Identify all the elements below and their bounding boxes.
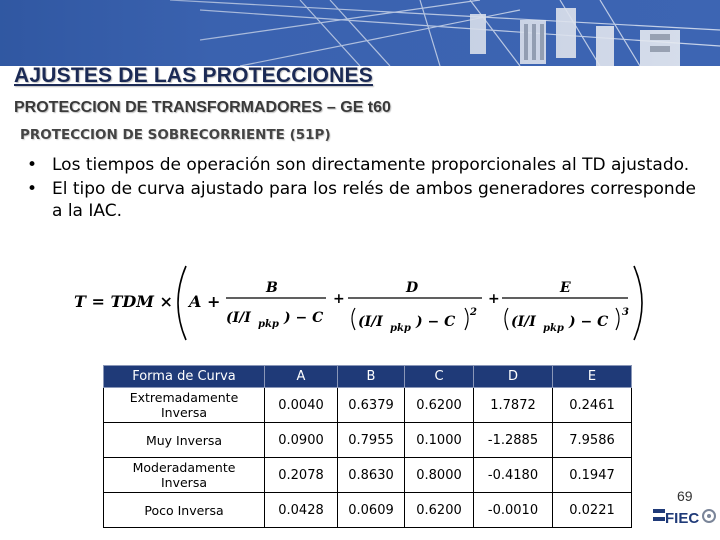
formula-coef-e: E xyxy=(560,280,571,296)
formula-den-3: (I/I xyxy=(511,314,536,330)
formula-c-2: ) − C xyxy=(416,314,456,330)
formula-den-2: (I/I xyxy=(358,314,383,330)
formula-exp-3: 3 xyxy=(622,307,629,318)
col-header-e: E xyxy=(553,366,632,388)
cell-a: 0.0900 xyxy=(265,423,338,458)
cell-d: -0.4180 xyxy=(474,458,553,493)
formula-plus-2: + xyxy=(488,291,500,307)
cell-curve: Moderadamente Inversa xyxy=(104,458,265,493)
table-row xyxy=(104,388,632,423)
cell-e: 0.0221 xyxy=(553,493,632,528)
formula-exp-2: 2 xyxy=(470,307,477,318)
bullet-dot-icon: • xyxy=(27,155,38,175)
cell-a: 0.0040 xyxy=(265,388,338,423)
cell-b: 0.0609 xyxy=(338,493,405,528)
table-row xyxy=(104,493,632,528)
formula-coef-b: B xyxy=(266,280,278,296)
formula-pkp-2: pkp xyxy=(390,323,411,334)
logo-text: FIEC xyxy=(665,510,700,527)
cell-a: 0.0428 xyxy=(265,493,338,528)
cell-c: 0.6200 xyxy=(405,388,474,423)
cell-c: 0.1000 xyxy=(405,423,474,458)
slide-title: AJUSTES DE LAS PROTECCIONES xyxy=(14,64,373,87)
cell-d: -0.0010 xyxy=(474,493,553,528)
table-header-row xyxy=(104,366,632,388)
cell-b: 0.7955 xyxy=(338,423,405,458)
fiec-logo xyxy=(653,503,717,529)
formula-pkp-3: pkp xyxy=(543,323,564,334)
col-header-d: D xyxy=(474,366,553,388)
cell-c: 0.8000 xyxy=(405,458,474,493)
bullet-text: Los tiempos de operación son directamente proporcionales al TD ajustado. xyxy=(52,155,690,175)
formula-term-a: A + xyxy=(189,292,221,311)
header-banner xyxy=(0,0,720,66)
cell-b: 0.6379 xyxy=(338,388,405,423)
bullet-dot-icon: • xyxy=(27,179,38,199)
page-number: 69 xyxy=(677,488,693,504)
curve-coefficients-table xyxy=(103,365,632,528)
section-heading: PROTECCION DE SOBRECORRIENTE (51P) xyxy=(20,127,331,143)
iac-curve-formula xyxy=(70,258,650,348)
formula-coef-d: D xyxy=(406,280,419,296)
formula-c-3: ) − C xyxy=(569,314,609,330)
col-header-c: C xyxy=(405,366,474,388)
cell-e: 0.1947 xyxy=(553,458,632,493)
col-header-a: A xyxy=(265,366,338,388)
bullet-list xyxy=(24,154,704,224)
formula-plus-1: + xyxy=(333,291,345,307)
slide-subtitle: PROTECCION DE TRANSFORMADORES – GE t60 xyxy=(14,99,391,116)
formula-pkp-1: pkp xyxy=(258,319,279,330)
bullet-text: El tipo de curva ajustado para los relés de ambos generadores corresponde a la IAC. xyxy=(52,179,696,221)
formula-den-1: (I/I xyxy=(226,310,251,326)
cell-d: 1.7872 xyxy=(474,388,553,423)
bullet-item xyxy=(24,154,704,176)
col-header-b: B xyxy=(338,366,405,388)
cell-e: 7.9586 xyxy=(553,423,632,458)
formula-lhs: T = TDM × xyxy=(74,292,173,311)
cell-e: 0.2461 xyxy=(553,388,632,423)
cell-curve: Muy Inversa xyxy=(104,423,265,458)
cell-b: 0.8630 xyxy=(338,458,405,493)
table-row xyxy=(104,423,632,458)
formula-c-1: ) − C xyxy=(284,310,324,326)
col-header-curve: Forma de Curva xyxy=(104,366,265,388)
table-row xyxy=(104,458,632,493)
cell-d: -1.2885 xyxy=(474,423,553,458)
cell-curve: Extremadamente Inversa xyxy=(104,388,265,423)
cell-curve: Poco Inversa xyxy=(104,493,265,528)
cell-c: 0.6200 xyxy=(405,493,474,528)
substation-photo xyxy=(0,0,720,66)
cell-a: 0.2078 xyxy=(265,458,338,493)
bullet-item xyxy=(24,178,704,222)
